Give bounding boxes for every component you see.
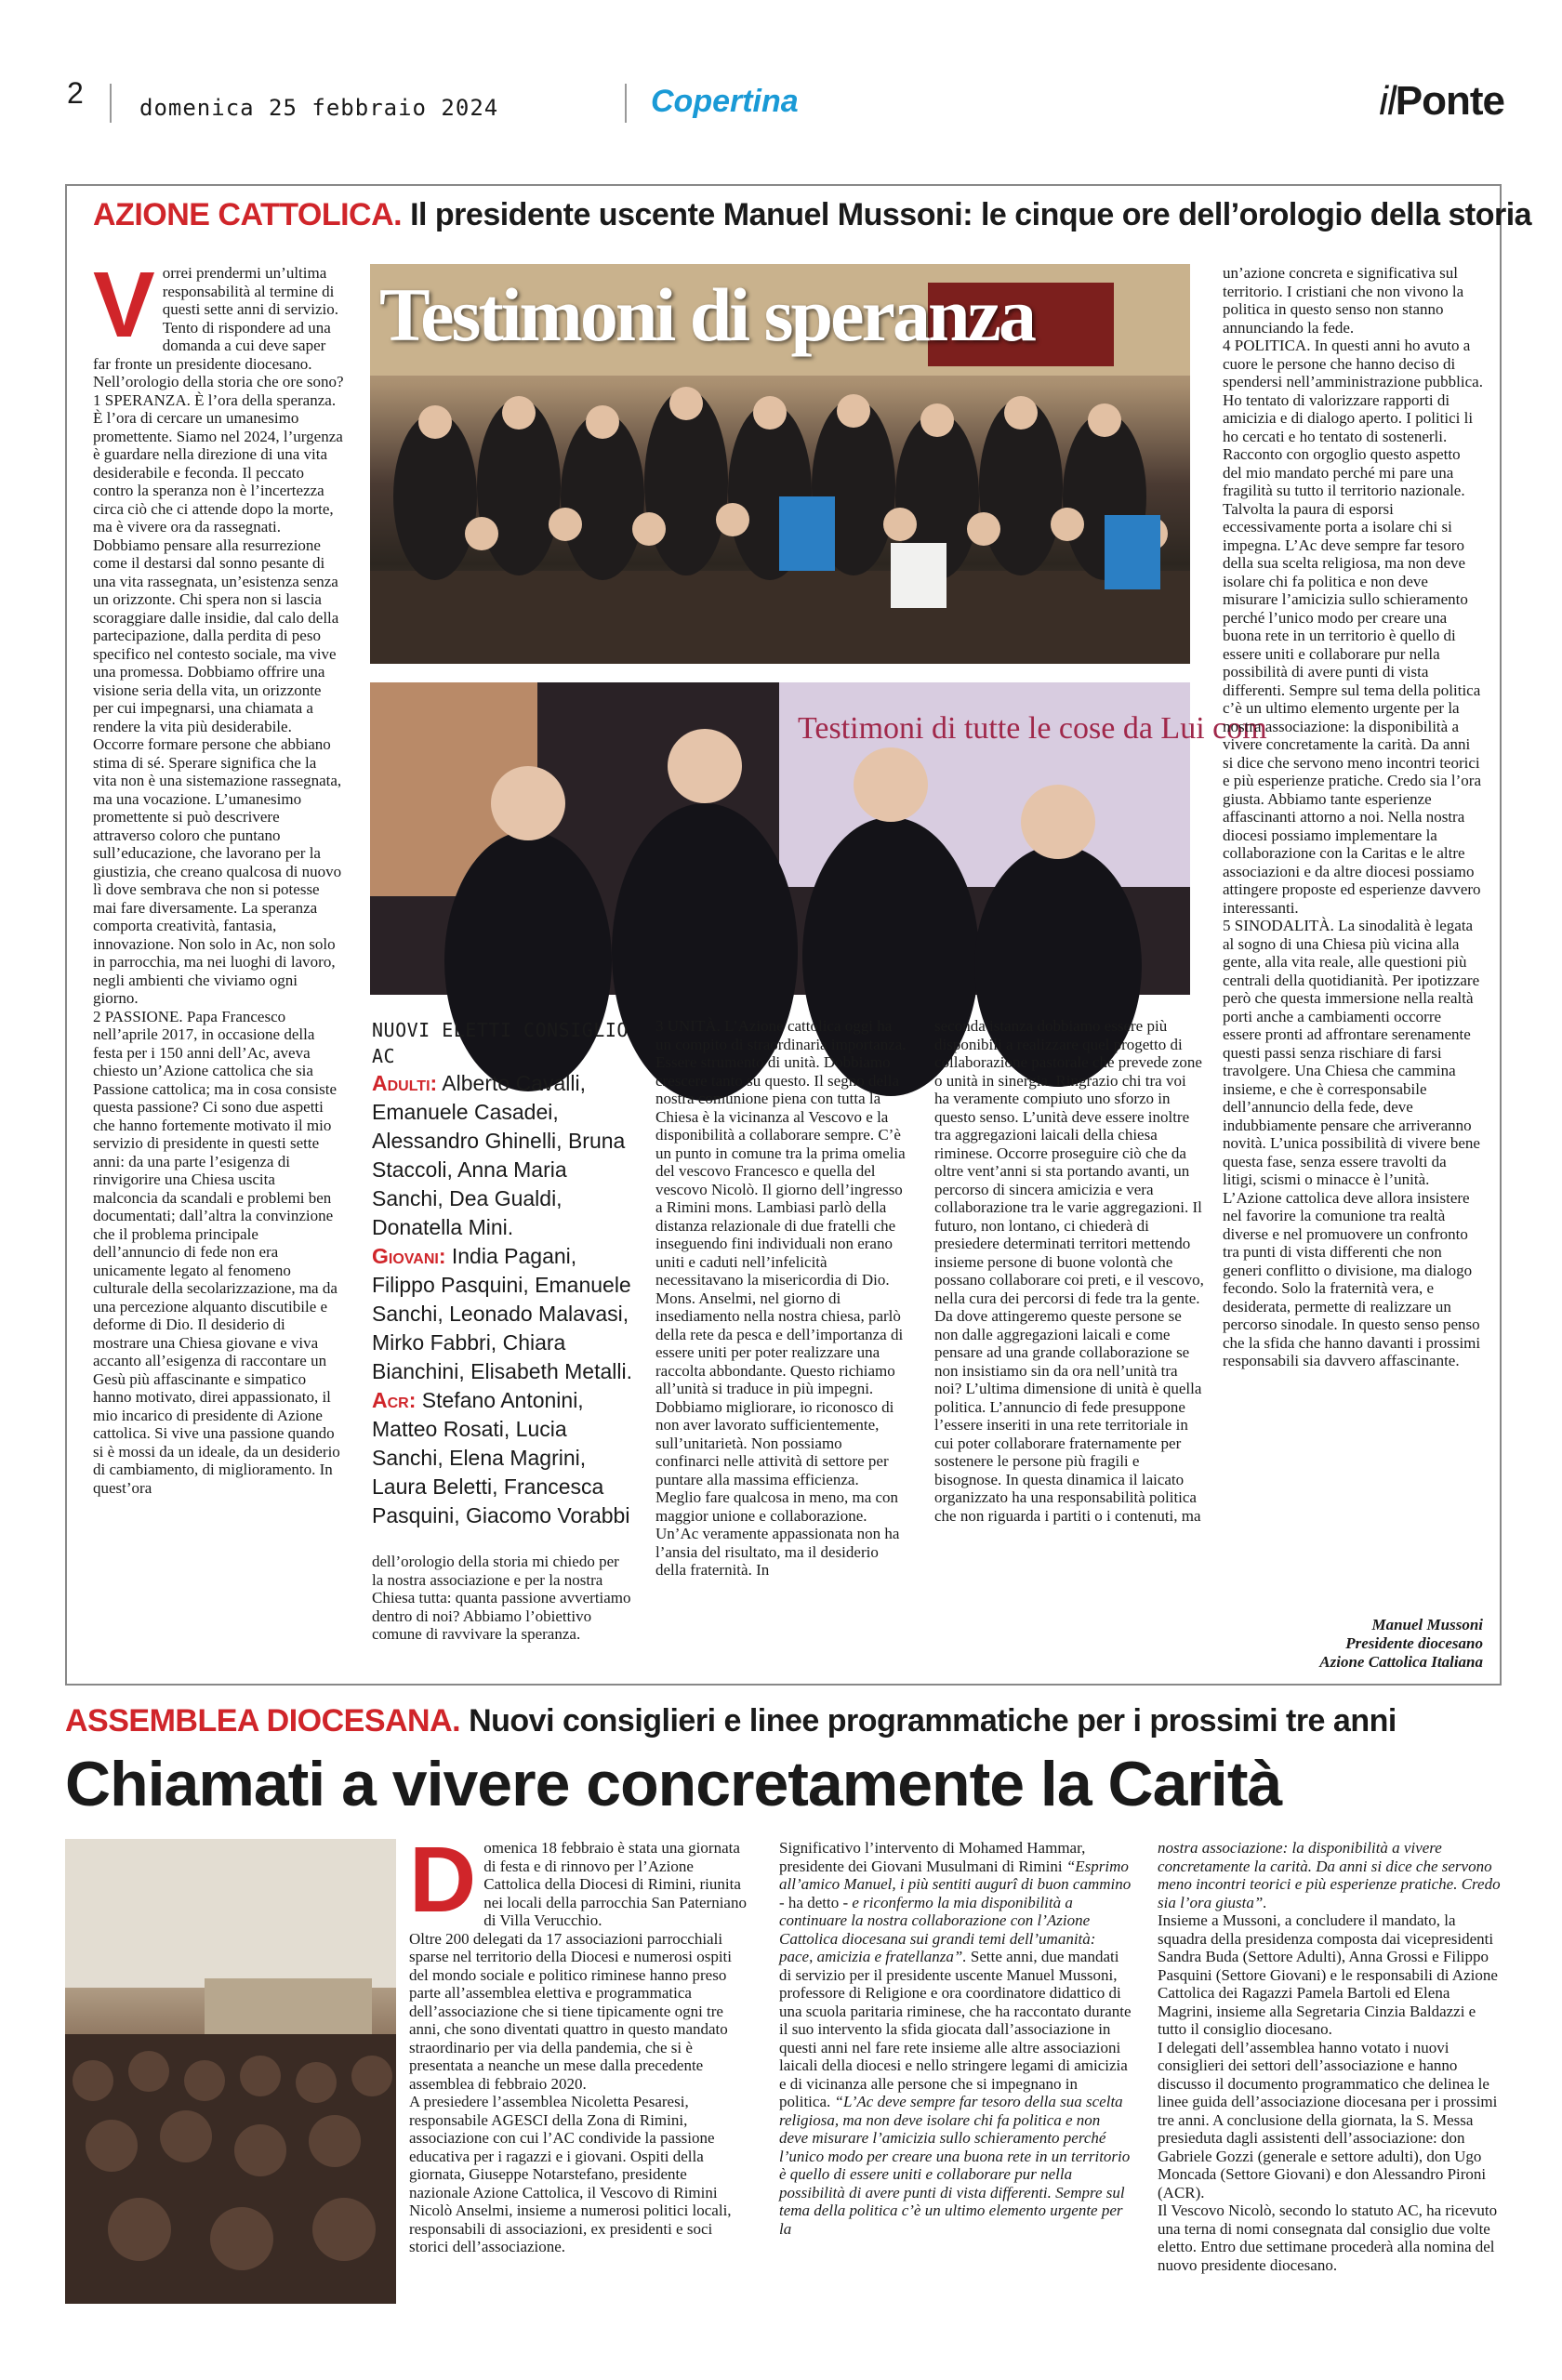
logo-ponte: Ponte — [1395, 78, 1504, 124]
elected-group-adulti — [372, 1069, 642, 1242]
paragraph: Il Vescovo Nicolò, secondo lo statuto AC, ha ricevuto una terna di nomi consegnata dal consiglio due volte eletto. Entro due settimane procederà alla nomina del nuovo presidente diocesano. — [1158, 2202, 1498, 2274]
officials-photo — [370, 682, 1267, 995]
assembly-photo — [65, 1839, 396, 2304]
paragraph: I delegati dell’assemblea hanno votato i nuovi consiglieri dei settori dell’associazione e hanno discusso il documento programmatico che delinea le linee guida dell’associazione diocesana per i prossimi tre anni. A conclusione della giornata, la S. Messa presieduta dagli assistenti dell’associazione: don Gabriele Gozzi (generale e settore adulti), don Ugo Moncada (Settore Giovani) e don Alessandro Pironi (ACR). — [1158, 2038, 1498, 2202]
paragraph: 5 SINODALITÀ. La sinodalità è legata al sogno di una Chiesa più vicina alla gente, alla vita reale, alle questioni più centrali della quotidianità. Per ipotizzare però che questa immersione nella realtà porti anche a cambiamenti occorre essere pronti ad affrontare serenamente questi passi senza rischiare di farsi travolgere. Una Chiesa che cammina insieme, e che è corresponsabile dell’annuncio della fede, deve indubbiamente pensare che arriveranno novità. L’unica possibilità di vivere bene questa fase, senza essere travolti da litigi, scismi o minacce è l’unità. L’Azione cattolica deve allora insistere nel favorire la comunione tra realtà diverse e nel promuovere un confronto tra punti di vista differenti che non generi conflitto o divisione, ma dialogo fecondo. Solo la fraternità vera, e desiderata, permette di realizzare un percorso sinodale. In questo senso penso che la sfida che hanno davanti i prossimi responsabili sia davvero affascinante. — [1223, 917, 1481, 1369]
kicker-title: Nuovi consiglieri e linee programmatiche per i prossimi tre anni — [460, 1703, 1397, 1739]
author-role: Presidente diocesano — [1345, 1634, 1483, 1652]
paragraph: Insieme a Mussoni, a concludere il mandato, la squadra della presidenza composta dai vicepresidenti Sandra Buda (Settore Adulti), Anna Grossi e Filippo Pasquini (Settore Giovani) e le responsabili di Azione Cattolica dei Ragazzi Pamela Bartoli ed Elena Magrini, insieme alla Segretaria Cinzia Baldazzi e tutto il consiglio diocesano. — [1158, 1911, 1498, 2038]
article-headline: Chiamati a vivere concretamente la Carità — [65, 1749, 1282, 1819]
elected-council-box — [372, 1017, 642, 1538]
group-names: India Pagani, Filippo Pasquini, Emanuele Sanchi, Leonado Malavasi, Mirko Fabbri, Chiara Bianchini, Elisabeth Metalli. — [372, 1244, 632, 1383]
group-names: Stefano Antonini, Matteo Rosati, Lucia Sanchi, Elena Magrini, Laura Beletti, Francesca Pasquini, Giacomo Vorabbi — [372, 1388, 630, 1527]
kicker-label: ASSEMBLEA DIOCESANA. — [65, 1703, 461, 1739]
quote-run: “L’Ac deve sempre far tesoro della sua scelta religiosa, ma non deve isolare chi fa politica e non deve misurare l’amicizia sullo schieramento perché l’unico modo per creare una buona rete in un territorio è quello di essere uniti e collaborare pur nella possibilità di avere punti di vista differenti. Sempre sul tema della politica c’è un ultimo elemento urgente per la — [779, 2093, 1131, 2238]
paragraph: dell’orologio della storia mi chiedo per la nostra associazione e per la nostra Chiesa tutta: quanta passione avvertiamo dentro di noi? Abbiamo l’obiettivo comune di ravvivare la speranza. — [372, 1553, 631, 1643]
banner-text: Testimoni di tutte le cose da Lui com — [798, 711, 1267, 746]
drop-cap: V — [93, 253, 155, 357]
quote-run: “Esprimo all’amico Manuel, i più sentiti augurî di buon cammino — [779, 1857, 1132, 1893]
kicker-title: Il presidente uscente Manuel Mussoni: le cinque ore dell’orologio della storia — [402, 197, 1532, 232]
article-kicker — [65, 1703, 1397, 1739]
author-name: Manuel Mussoni — [1371, 1616, 1483, 1633]
paragraph: 3 UNITÀ. L’Azione cattolica oggi ha un compito di straordinaria importanza. Essere strumento di unità. Dobbiamo crescere tanto su questo. Il segno della nostra comunione piena con tutta la Chiesa è la vicinanza al Vescovo e la disponibilità a collaborare sempre. C’è un punto in comune tra la prima omelia del vescovo Francesco e quella del vescovo Nicolò. Il giorno dell’ingresso a Rimini mons. Lambiasi parlò della distanza relazionale di due fratelli che inseguendo fini individuali non erano uniti e caduti nell’infelicità necessitavano la misericordia di Dio. Mons. Anselmi, nel giorno di insediamento nella nostra chiesa, parlò della rete da pesca e dell’importanza di essere uniti per poter realizzare una raccolta abbondante. Questo richiamo all’unità si traduce in più impegni. Dobbiamo migliorare, io riconosco di non aver lavorato sufficientemente, sull’unitarietà. Non possiamo confinarci nelle attività di settore per puntare alla massima efficienza. Meglio fare qualcosa in meno, ma con maggior unione e collaborazione. Un’Ac veramente appassionata non ha l’ansia del risultato, ma il desiderio della fraternità. In — [655, 1017, 907, 1579]
paragraph — [779, 1839, 1132, 2238]
quote-run: e riconfermo la mia disponibilità a continuare la nostra collaborazione con l’Azione Cattolica diocesana sui grandi temi dell’umanità: pace, amicizia e fratellanza”. — [779, 1893, 1096, 1965]
issue-date: domenica 25 febbraio 2024 — [139, 95, 499, 121]
article-column-2-end — [372, 1553, 632, 1644]
group-names: Alberto Cavalli, Emanuele Casadei, Alessandro Ghinelli, Bruna Staccoli, Anna Maria Sanchi, Dea Gualdi, Donatella Mini. — [372, 1071, 626, 1239]
group-label: Adulti: — [372, 1071, 438, 1095]
paragraph: orrei prendermi un’ultima responsabilità al termine di questi sette anni di servizio. Tento di rispondere ad una domanda a cui deve saper far fronte un presidente diocesano. Nell’orologio della storia che ore sono? — [93, 264, 344, 390]
header-divider — [625, 84, 627, 123]
header-divider — [110, 84, 112, 123]
elected-title: NUOVI ELETTI CONSIGLIO AC — [372, 1019, 629, 1067]
text-run: - ha detto - — [779, 1893, 853, 1911]
newspaper-logo — [1379, 78, 1504, 125]
paragraph: A presiedere l’assemblea Nicoletta Pesaresi, responsabile AGESCI della Zona di Rimini, associazione con cui l’AC condivide la passione educativa per i ragazzi e i giovani. Ospiti della giornata, Giuseppe Notarstefano, presidente nazionale Azione Cattolica, il Vescovo di Rimini Nicolò Anselmi, insieme a numerosi politici locali, responsabili di associazioni, ex presidenti e soci storici dell’associazione. — [409, 2093, 732, 2255]
author-organization: Azione Cattolica Italiana — [1319, 1653, 1483, 1671]
assembly-photo-illustration — [65, 1839, 396, 2304]
paragraph: 1 SPERANZA. È l’ora della speranza. È l’ora di cercare un umanesimo promettente. Siamo nel 2024, l’urgenza è guardare nella direzione di una vita desiderabile e feconda. Il peccato contro la speranza non è l’incertezza circa ciò che ci attende dopo la morte, ma è vivere ora da rassegnati. Dobbiamo pensare alla resurrezione come il destarsi dal sonno pesante di una vita rassegnata, un’esistenza senza un orizzonte. Chi spera non si lascia scoraggiare dalle insidie, dal calo della partecipazione, dalla perdita di peso specifico nel contesto sociale, ma vive una promessa. Dobbiamo offrire una visione seria della vita, un orizzonte per cui impegnarsi, una chiamata a rendere la vita più desiderabile. Occorre formare persone che abbiano stima di sé. Sperare significa che la vita non è una sistemazione rassegnata, ma una vocazione. L’umanesimo promettente si può descrivere attraverso coloro che puntano sull’educazione, che lavorano per la giustizia, che creano qualcosa di nuovo lì dove sembrava che non si potesse mai fare diversamente. La speranza comporta creatività, fantasia, innovazione. Non solo in Ac, non solo in parrocchia, ma nei luoghi di lavoro, negli ambienti che viviamo ogni giorno. — [93, 390, 343, 1007]
kicker-label: AZIONE CATTOLICA. — [93, 197, 403, 232]
officials-photo-illustration — [370, 682, 1267, 995]
article-column-4 — [934, 1017, 1204, 1677]
paragraph: seconda istanza dobbiamo essere più disponibili a realizzare quel progetto di collaborazione pastorale che prevede zone o unità in sinergia. Ringrazio chi tra voi ha veramente compiuto uno sforzo in questo senso. L’unità deve essere inoltre tra aggregazioni laicali della chiesa riminese. Occorre proseguire ciò che da oltre vent’anni si sta portando avanti, un percorso di sincera amicizia e vera collaborazione tra le varie aggregazioni. Il futuro, non lontano, ci chiederà di presiedere determinati territori mettendo insieme persone di buone volontà che possano collaborare coi preti, e il vescovo, nella cura dei percorsi di fede tra la gente. Da dove attingeremo queste persone se non dalle aggregazioni laicali e come pensare ad una grande collaborazione se non insistiamo sin da ora nell’unità tra noi? L’ultima dimensione di unità è quella politica. L’annuncio di fede presuppone l’essere inseriti in una rete territoriale in cui poter collaborare fraternamente per sostenere le persone più fragili e bisognose. In questa dinamica il laicato organizzato ha una responsabilità politica che non riguarda i partiti o i contenuti, ma — [934, 1017, 1204, 1525]
drop-cap: D — [409, 1828, 477, 1932]
text-run: Sette anni, due mandati di servizio per il presidente uscente Manuel Mussoni, professore di Religione e ora coordinatore didattico di una scuola paritaria riminese, che ha raccontato durante il suo intervento la sfida giocata dall’associazione in questi anni nel fare rete insieme alle altre associazioni laicali della diocesi e nello stringere legami di amicizia e di vicinanza alle persone che si impegnano in politica. — [779, 1948, 1132, 2110]
article-column-3 — [1158, 1839, 1502, 2360]
paragraph: omenica 18 febbraio è stata una giornata di festa e di rinnovo per l’Azione Cattolica della Diocesi di Rimini, riunita nei locali della parrocchia San Paterniano di Villa Verucchio. — [483, 1839, 747, 1929]
article-column-1 — [409, 1828, 748, 2360]
elected-group-giovani — [372, 1242, 642, 1386]
quote-paragraph: nostra associazione: la disponibilità a vivere concretamente la carità. Da anni si dice che servono meno incontri teorici e più esperienze pratiche. Credo sia l’ora giusta”. — [1158, 1839, 1501, 1911]
section-name: Copertina — [651, 84, 799, 119]
article-kicker — [93, 197, 1531, 233]
group-label: Giovani: — [372, 1244, 446, 1268]
paragraph: 2 PASSIONE. Papa Francesco nell’aprile 2017, in occasione della festa per i 150 anni dell’Ac, aveva chiesto un’Azione cattolica che sia Passione cattolica; ma in cosa consiste questa passione? Ci sono due aspetti che hanno fortemente motivato il mio servizio di presidente in questi sette anni: da una parte l’esigenza di rinvigorire una Chiesa uscita malconcia da scandali e problemi ben documentati; dall’altra la convinzione che il problema principale dell’annuncio di fede non era unicamente legato al fenomeno culturale della secolarizzazione, ma da una percezione alquanto discutibile e deforme di Dio. Il desiderio di mostrare una Chiesa giovane e viva accanto all’esigenza di raccontare un Gesù più affascinante e simpatico hanno motivato, direi appassionato, il mio incarico di presidente di Azione cattolica. Si vive una passione quando si è mossi da un ideale, da un desiderio di cambiamento, di miglioramento. In quest’ora — [93, 1007, 340, 1497]
group-label: Acr: — [372, 1388, 417, 1412]
article-column-2 — [779, 1839, 1132, 2360]
article-headline: Testimoni di speranza — [379, 272, 1034, 357]
paragraph: Oltre 200 delegati da 17 associazioni parrocchiali sparse nel territorio della Diocesi e numerosi ospiti del mondo sociale e politico riminese hanno preso parte all’assemblea elettiva e programmatica dell’associazione che si tiene tipicamente ogni tre anni, che sono diventati quattro in questo mandato straordinario per via della pandemia, che si è presentata a neanche un mese dalla precedente assemblea di febbraio 2020. — [409, 1929, 732, 2093]
article-column-5 — [1223, 264, 1483, 1677]
paragraph: un’azione concreta e significativa sul territorio. I cristiani che non vivono la politica in questo senso non stanno annunciando la fede. — [1223, 264, 1464, 337]
text-run: Significativo l’intervento di Mohamed Hammar, presidente dei Giovani Musulmani di Rimini — [779, 1839, 1086, 1875]
paragraph: 4 POLITICA. In questi anni ho avuto a cuore le persone che hanno deciso di spendersi nell’amministrazione pubblica. Ho tentato di valorizzare rapporti di amicizia e di dialogo aperto. I politici li ho cercati e ho tentato di sostenerli. Racconto con orgoglio questo aspetto del mio mandato perché mi pare una fragilità su tutto il territorio nazionale. Talvolta la paura di esporsi eccessivamente porta a isolare chi si impegna. L’Ac deve sempre far tesoro della sua scelta religiosa, ma non deve isolare chi fa politica e non deve misurare l’amicizia sullo schieramento perché l’unico modo per creare una buona rete in un territorio è quello di essere uniti e collaborare pur nella possibilità di avere punti di vista differenti. Sempre sul tema della politica c’è un ultimo elemento urgente per la nostra associazione: la disponibilità a vivere concretamente la carità. Da anni si dice che servono meno incontri teorici e più esperienze pratiche. Credo sia l’ora giusta. Abbiamo tante esperienze affascinanti attorno a noi. Nella nostra diocesi possiamo implementare la collaborazione con la Caritas e le altre associazioni e da altre diocesi possiamo attingere proposte ed esperienze davvero interessanti. — [1223, 337, 1483, 917]
author-signature — [1223, 1616, 1483, 1672]
article-column-3 — [655, 1017, 907, 1677]
article-column-1 — [93, 253, 344, 1677]
elected-group-acr — [372, 1386, 642, 1530]
page-number: 2 — [67, 76, 84, 110]
logo-il: il — [1379, 78, 1396, 124]
